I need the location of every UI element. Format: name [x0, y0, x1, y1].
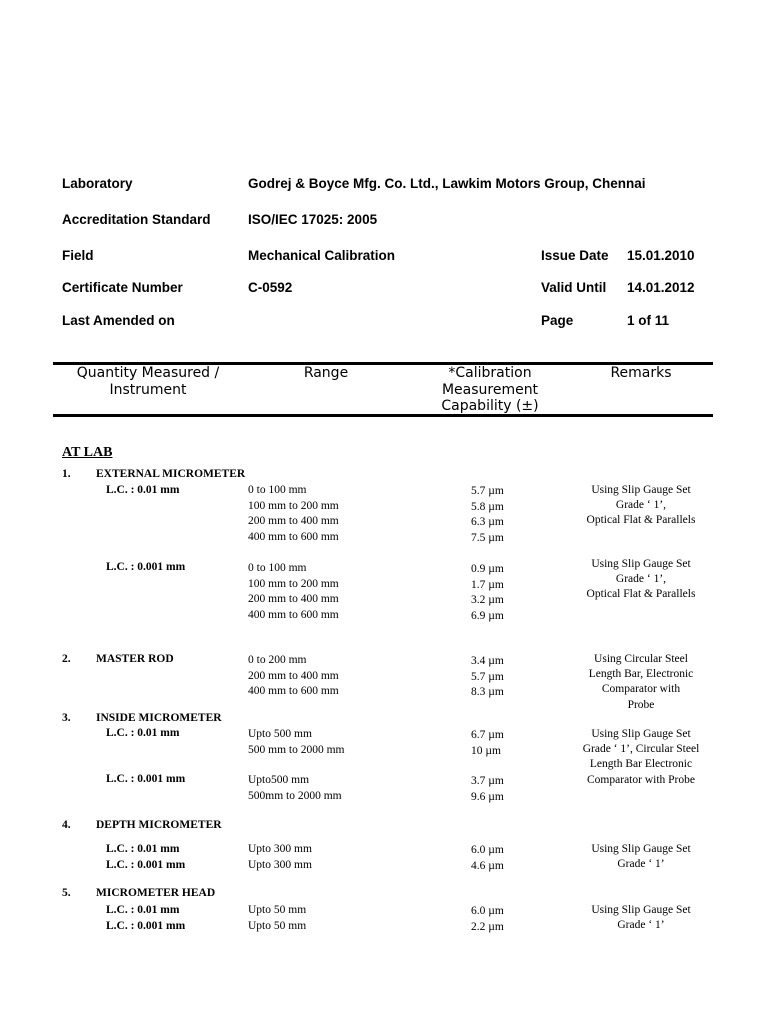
table-bottom-rule — [53, 414, 713, 417]
remark-line: Grade ‘ 1’, Circular Steel — [582, 743, 700, 756]
item-2-number: 2. — [62, 653, 71, 665]
range-row: 400 mm to 600 mm — [248, 531, 339, 544]
item-3-number: 3. — [62, 712, 71, 724]
item-4-cmc — [471, 843, 504, 874]
item-3-remarks — [566, 727, 716, 788]
item-2-ranges — [248, 653, 339, 700]
item-3-lc1: L.C. : 0.01 mm — [106, 727, 180, 739]
item-1-lc2: L.C. : 0.001 mm — [106, 561, 186, 573]
item-5-ranges — [248, 903, 306, 934]
cmc-value: 6.0 µm — [471, 905, 504, 917]
range-row: 200 mm to 400 mm — [248, 593, 339, 606]
remark-line: Using Slip Gauge Set — [591, 728, 691, 740]
range-row: Upto 300 mm — [248, 843, 312, 855]
remark-line: Length Bar Electronic — [589, 758, 693, 771]
laboratory-label: Laboratory — [62, 176, 133, 191]
remark-line: Grade ‘ 1’, — [615, 499, 667, 512]
item-2-remarks — [566, 652, 716, 713]
item-4-ranges — [248, 842, 312, 873]
remark-line: Probe — [627, 698, 655, 711]
field-value: Mechanical Calibration — [248, 248, 396, 263]
cmc-value: 6.9 µm — [471, 610, 504, 623]
header-quantity-line2: Instrument — [109, 381, 187, 398]
item-4-remarks — [566, 842, 716, 872]
certificate-value: C-0592 — [248, 280, 293, 295]
item-3-lc1-cmc — [471, 728, 504, 759]
remark-line: Length Bar, Electronic — [588, 668, 694, 681]
least-count: L.C. : 0.001 mm — [106, 919, 186, 932]
item-4-number: 4. — [62, 819, 71, 831]
range-row: 0 to 200 mm — [248, 654, 307, 666]
range-row: Upto 50 mm — [248, 919, 307, 932]
item-3-lc2-ranges — [248, 773, 342, 804]
standard-label: Accreditation Standard — [62, 212, 211, 227]
remark-line: Optical Flat & Parallels — [586, 514, 696, 527]
remark-line: Using Slip Gauge Set — [591, 484, 691, 496]
item-3-lc2: L.C. : 0.001 mm — [106, 773, 186, 785]
cmc-value: 2.2 µm — [471, 920, 504, 933]
header-remarks: Remarks — [610, 365, 672, 381]
page-value: 1 of 11 — [627, 313, 670, 328]
remark-line: Using Slip Gauge Set — [591, 558, 691, 570]
remark-line: Grade ‘ 1’, — [615, 573, 667, 586]
cmc-value: 3.7 µm — [471, 775, 504, 787]
item-5-remarks — [566, 903, 716, 933]
item-1-lc1: L.C. : 0.01 mm — [106, 484, 180, 496]
amended-label: Last Amended on — [62, 313, 175, 328]
range-row: 400 mm to 600 mm — [248, 609, 339, 622]
section-heading: AT LAB — [62, 445, 113, 460]
remark-line: Using Slip Gauge Set — [591, 904, 691, 916]
cmc-value: 5.7 µm — [471, 485, 504, 497]
cmc-value: 6.3 µm — [471, 516, 504, 529]
item-4-lc — [106, 842, 185, 873]
cmc-value: 5.7 µm — [471, 670, 504, 683]
remark-line: Comparator with Probe — [587, 773, 695, 786]
least-count: L.C. : 0.01 mm — [106, 843, 180, 855]
item-1-lc1-remarks — [566, 483, 716, 529]
remark-line: Comparator with — [601, 683, 681, 696]
item-5-lc — [106, 903, 185, 934]
remark-line: Using Circular Steel — [594, 653, 688, 665]
certificate-label: Certificate Number — [62, 280, 183, 295]
range-row: 100 mm to 200 mm — [248, 577, 339, 590]
cmc-value: 5.8 µm — [471, 500, 504, 513]
range-row: Upto500 mm — [248, 774, 310, 786]
cmc-value: 3.4 µm — [471, 655, 504, 667]
item-1-lc2-ranges — [248, 561, 339, 624]
field-label: Field — [62, 248, 94, 263]
item-3-lc1-ranges — [248, 727, 344, 758]
cmc-value: 4.6 µm — [471, 859, 504, 872]
cmc-value: 1.7 µm — [471, 578, 504, 591]
item-3-lc2-cmc — [471, 774, 504, 805]
range-row: 100 mm to 200 mm — [248, 499, 339, 512]
cmc-value: 0.9 µm — [471, 563, 504, 575]
header-cmc — [410, 365, 570, 415]
item-5-cmc — [471, 904, 504, 935]
item-1-number: 1. — [62, 468, 71, 480]
item-3-name: INSIDE MICROMETER — [96, 712, 222, 724]
issue-date-value: 15.01.2010 — [627, 248, 695, 263]
cmc-value: 10 µm — [471, 744, 501, 757]
item-4-name: DEPTH MICROMETER — [96, 819, 222, 831]
least-count: L.C. : 0.01 mm — [106, 904, 180, 916]
header-quantity-line1: Quantity Measured / — [76, 365, 220, 381]
page-label: Page — [541, 313, 574, 328]
valid-until-label: Valid Until — [541, 280, 607, 295]
cmc-value: 8.3 µm — [471, 686, 504, 699]
item-1-lc1-ranges — [248, 483, 339, 546]
remark-line: Grade ‘ 1’ — [617, 858, 665, 871]
item-2-name: MASTER ROD — [96, 653, 174, 665]
item-1-lc2-cmc — [471, 562, 504, 625]
remark-line: Grade ‘ 1’ — [617, 919, 665, 932]
range-row: 0 to 100 mm — [248, 484, 307, 496]
remark-line: Using Slip Gauge Set — [591, 843, 691, 855]
cmc-value: 3.2 µm — [471, 594, 504, 607]
range-row: 200 mm to 400 mm — [248, 515, 339, 528]
item-2-cmc — [471, 654, 504, 701]
range-row: 500mm to 2000 mm — [248, 789, 342, 802]
item-1-lc2-remarks — [566, 557, 716, 603]
range-row: 500 mm to 2000 mm — [248, 743, 345, 756]
least-count: L.C. : 0.001 mm — [106, 858, 186, 871]
header-quantity — [53, 365, 243, 398]
item-5-number: 5. — [62, 887, 71, 899]
header-cmc-line3: Capability (±) — [441, 398, 539, 414]
range-row: 0 to 100 mm — [248, 562, 307, 574]
range-row: Upto 50 mm — [248, 904, 307, 916]
standard-value: ISO/IEC 17025: 2005 — [248, 212, 378, 227]
item-5-name: MICROMETER HEAD — [96, 887, 216, 899]
range-row: 400 mm to 600 mm — [248, 685, 339, 698]
range-row: 200 mm to 400 mm — [248, 669, 339, 682]
range-row: Upto 300 mm — [248, 858, 312, 871]
cmc-value: 7.5 µm — [471, 532, 504, 545]
laboratory-value: Godrej & Boyce Mfg. Co. Ltd., Lawkim Motors Group, Chennai — [248, 176, 646, 191]
item-1-name: EXTERNAL MICROMETER — [96, 468, 246, 480]
header-cmc-line2: Measurement — [441, 381, 539, 398]
range-row: Upto 500 mm — [248, 728, 312, 740]
header-cmc-line1: *Calibration — [448, 365, 532, 381]
cmc-value: 6.0 µm — [471, 844, 504, 856]
cmc-value: 9.6 µm — [471, 790, 504, 803]
cmc-value: 6.7 µm — [471, 729, 504, 741]
valid-until-value: 14.01.2012 — [627, 280, 695, 295]
header-range: Range — [303, 365, 349, 381]
item-1-lc1-cmc — [471, 484, 504, 547]
issue-date-label: Issue Date — [541, 248, 609, 263]
remark-line: Optical Flat & Parallels — [586, 588, 696, 601]
